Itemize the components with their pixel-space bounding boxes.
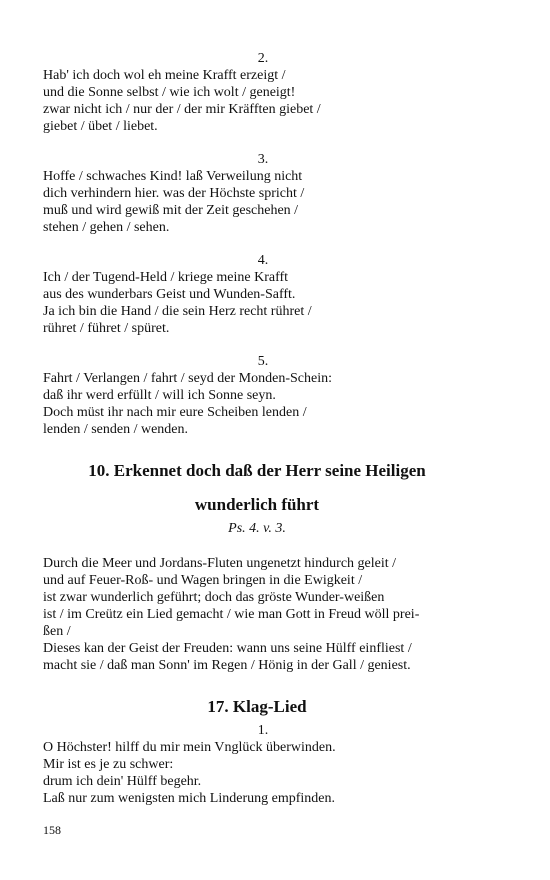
- verse-line: und auf Feuer-Roß- und Wagen bringen in die Ewigkeit /: [43, 573, 363, 588]
- poem-17-title: 17. Klag-Lied: [207, 697, 307, 716]
- verse-line: muß und wird gewiß mit der Zeit geschehen /: [43, 203, 299, 218]
- poem-10-title-line-1: 10. Erkennet doch daß der Herr seine Heiligen: [88, 461, 426, 480]
- verse-line: aus des wunderbars Geist und Wunden-Safft.: [43, 287, 296, 302]
- verse-line: rühret / führet / spüret.: [43, 321, 170, 336]
- verse-line: und die Sonne selbst / wie ich wolt / geneigt!: [43, 85, 296, 100]
- verse-line: Ja ich bin die Hand / die sein Herz recht rühret /: [43, 304, 312, 319]
- verse-line: giebet / übet / liebet.: [43, 119, 158, 134]
- poem-10-title-line-2: wunderlich führt: [194, 495, 320, 514]
- verse-line: daß ihr werd erfüllt / will ich Sonne seyn.: [43, 388, 276, 403]
- poem-17-stanza-1: [43, 722, 483, 807]
- verse-line: Ich / der Tugend-Held / kriege meine Krafft: [43, 270, 289, 285]
- verse-line: Laß nur zum wenigsten mich Linderung empfinden.: [43, 791, 335, 806]
- stanza-3: [43, 151, 483, 236]
- stanza-number: 5.: [257, 354, 269, 369]
- verse-line: zwar nicht ich / nur der / der mir Kräfften giebet /: [43, 102, 321, 117]
- verse-line: lenden / senden / wenden.: [43, 422, 189, 437]
- verse-line: Hab' ich doch wol eh meine Krafft erzeigt /: [43, 68, 286, 83]
- stanza-4: [43, 252, 483, 337]
- stanza-number: 4.: [257, 253, 269, 268]
- verse-line: O Höchster! hilff du mir mein Vnglück überwinden.: [43, 740, 336, 755]
- verse-line: Doch müst ihr nach mir eure Scheiben lenden /: [43, 405, 307, 420]
- verse-line: Mir ist es je zu schwer:: [43, 757, 174, 772]
- verse-line: Fahrt / Verlangen / fahrt / seyd der Monden-Schein:: [43, 371, 333, 386]
- verse-line: ist zwar wunderlich geführt; doch das gröste Wunder-weißen: [43, 590, 385, 605]
- scripture-reference: Ps. 4. v. 3.: [228, 521, 286, 536]
- verse-line: Durch die Meer und Jordans-Fluten ungenetzt hindurch geleit /: [43, 556, 397, 571]
- verse-line: dich verhindern hier. was der Höchste spricht /: [43, 186, 305, 201]
- verse-line: stehen / gehen / sehen.: [43, 220, 170, 235]
- stanza-number: 2.: [257, 51, 269, 66]
- poem-10-body: [43, 555, 483, 674]
- verse-line: ist / im Creütz ein Lied gemacht / wie man Gott in Freud wöll prei-: [43, 607, 420, 622]
- verse-line: ßen /: [43, 624, 71, 639]
- stanza-number: 3.: [257, 152, 269, 167]
- verse-line: drum ich dein' Hülff begehr.: [43, 774, 202, 789]
- verse-line: Hoffe / schwaches Kind! laß Verweilung nicht: [43, 169, 303, 184]
- stanza-5: [43, 353, 483, 438]
- page-number: 158: [43, 823, 61, 837]
- stanza-2: [43, 50, 483, 135]
- verse-line: macht sie / daß man Sonn' im Regen / Hönig in der Gall / geniest.: [43, 658, 411, 673]
- stanza-number: 1.: [257, 723, 269, 738]
- verse-line: Dieses kan der Geist der Freuden: wann uns seine Hülff einfliest /: [43, 641, 412, 656]
